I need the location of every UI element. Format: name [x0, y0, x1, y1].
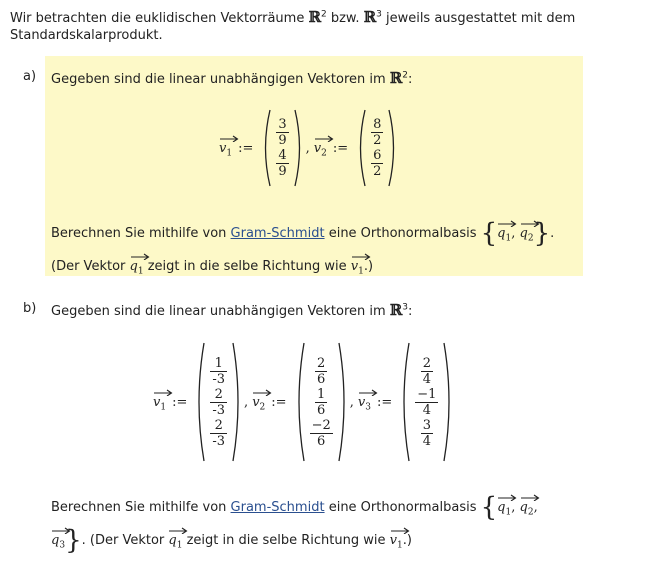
task-b-compute-line: Berechnen Sie mithilfe von Gram-Schmidt eine Orthonormalbasis { $q_1$, $q_2$,: [51, 492, 538, 523]
note-text: .): [363, 259, 374, 274]
assign-operator: :=: [332, 140, 349, 156]
given-text: Gegeben sind die linear unabhängigen Vektoren im: [51, 304, 386, 319]
fraction: $\frac{2}{-3}$: [212, 386, 226, 418]
task-b-given: [51, 301, 412, 319]
basis-q1: $q_1$: [497, 220, 511, 246]
intro-text: bzw.: [330, 11, 360, 26]
basis-q2: $q_2$: [520, 494, 534, 520]
basis-q3: $q_3$: [51, 527, 65, 553]
note-text: zeigt in die selbe Richtung wie: [186, 533, 386, 548]
exponent: 3: [402, 302, 408, 313]
task-b-label: b): [23, 301, 37, 316]
vector-v1: $v_1$: [153, 389, 166, 415]
exponent: 2: [320, 9, 327, 20]
fraction: $\frac{-1}{4}$: [417, 386, 437, 418]
fraction: $\frac{2}{4}$: [422, 355, 431, 387]
exponent: 2: [402, 70, 408, 81]
fraction: $\frac{1}{-3}$: [212, 355, 226, 387]
right-paren: [231, 341, 243, 463]
left-paren: [294, 341, 306, 463]
vector-v1: $v_1$: [219, 135, 232, 161]
right-brace: }: [533, 218, 551, 249]
basis-q2: $q_2$: [520, 220, 534, 246]
column-vector-v1: [260, 108, 304, 188]
basis-q1: $q_1$: [497, 494, 511, 520]
intro-text: Wir betrachten die euklidischen Vektorräume: [10, 11, 305, 26]
left-paren: [399, 341, 411, 463]
left-brace: {: [480, 492, 498, 523]
right-paren: [387, 108, 399, 188]
intro-text: jeweils ausgestattet mit dem Standardskalarprodukt.: [10, 11, 576, 43]
column-vector-v2: [355, 108, 399, 188]
note-v1: $v_1$: [351, 253, 364, 279]
compute-text: eine Orthonormalbasis: [328, 500, 477, 515]
task-a-equation: [219, 108, 400, 188]
compute-text: Berechnen Sie mithilfe von: [51, 226, 227, 241]
fraction: $\frac{6}{2}$: [373, 148, 382, 179]
period: .: [81, 533, 86, 548]
intro-paragraph: [10, 9, 630, 44]
fraction: $\frac{3}{9}$: [278, 117, 287, 148]
right-brace: }: [65, 525, 82, 556]
fraction: $\frac{1}{6}$: [317, 386, 326, 418]
separator: ,: [244, 394, 249, 410]
assign-operator: :=: [238, 140, 254, 156]
task-a-given: [51, 69, 412, 87]
gram-schmidt-link-a[interactable]: Gram-Schmidt: [230, 226, 325, 241]
separator: ,: [305, 140, 310, 156]
note-q1: $q_1$: [168, 527, 182, 553]
task-a-compute-line: Berechnen Sie mithilfe von Gram-Schmidt eine Orthonormalbasis { $q_1$, $q_2$}.: [51, 218, 555, 249]
column-vector-v1: [194, 341, 243, 463]
fraction: $\frac{2}{-3}$: [212, 417, 226, 449]
compute-text: Berechnen Sie mithilfe von: [51, 500, 227, 515]
r-symbol: ℝ: [308, 8, 321, 26]
colon: :: [408, 72, 413, 87]
left-paren: [194, 341, 206, 463]
r-symbol: ℝ: [389, 69, 403, 87]
colon: :: [408, 304, 413, 319]
right-paren: [442, 341, 454, 463]
left-brace: {: [480, 218, 498, 249]
task-a-note: [51, 253, 373, 279]
task-a-label: a): [23, 69, 37, 84]
separator: ,: [349, 394, 354, 410]
fraction: $\frac{3}{4}$: [422, 417, 431, 449]
fraction: $\frac{8}{2}$: [373, 117, 382, 148]
task-b-equation: [153, 341, 455, 463]
note-q1: $q_1$: [130, 253, 144, 279]
column-vector-v3: [399, 341, 454, 463]
left-paren: [355, 108, 367, 188]
r-symbol: ℝ: [363, 8, 377, 26]
fraction: $\frac{-2}{6}$: [311, 417, 331, 449]
given-text: Gegeben sind die linear unabhängigen Vektoren im: [51, 72, 386, 87]
vector-v3: $v_3$: [358, 389, 371, 415]
vector-v2: $v_2$: [314, 135, 327, 161]
vector-v2: $v_2$: [252, 389, 265, 415]
r-symbol: ℝ: [389, 301, 403, 319]
note-text: (Der Vektor: [51, 259, 126, 274]
assign-operator: :=: [172, 394, 188, 410]
exponent: 3: [376, 9, 382, 20]
assign-operator: :=: [376, 394, 393, 410]
left-paren: [260, 108, 272, 188]
period: .: [550, 226, 555, 241]
note-v1: $v_1$: [390, 527, 403, 553]
note-text: .): [402, 533, 412, 548]
fraction: $\frac{4}{9}$: [278, 148, 287, 179]
fraction: $\frac{2}{6}$: [317, 355, 326, 387]
right-paren: [337, 341, 349, 463]
gram-schmidt-link-b[interactable]: Gram-Schmidt: [230, 500, 325, 515]
task-b-note: [51, 525, 412, 556]
right-paren: [293, 108, 305, 188]
compute-text: eine Orthonormalbasis: [328, 226, 477, 241]
assign-operator: :=: [271, 394, 287, 410]
note-text: zeigt in die selbe Richtung wie: [147, 259, 347, 274]
column-vector-v2: [294, 341, 349, 463]
note-text: (Der Vektor: [89, 533, 165, 548]
